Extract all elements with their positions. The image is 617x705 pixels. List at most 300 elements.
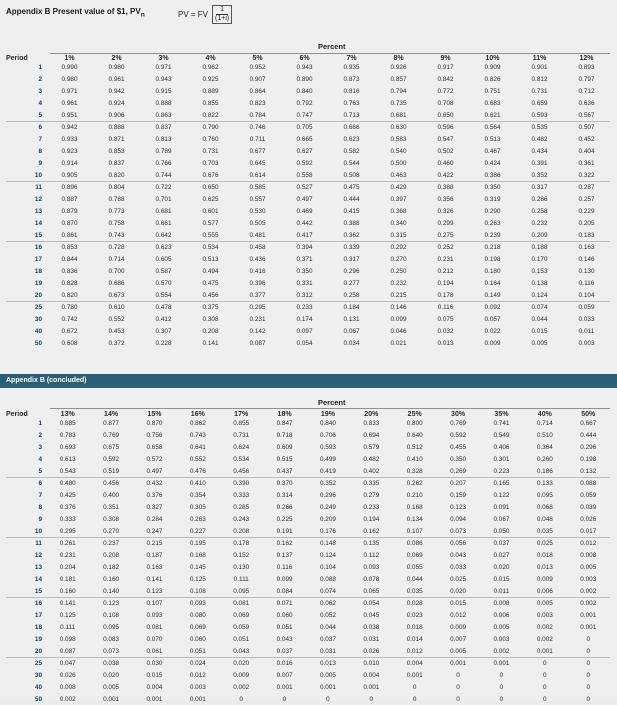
- factor-cell: 0.239: [484, 231, 501, 239]
- factor-cell: 0.896: [46, 181, 93, 193]
- factor-cell: 0.394: [281, 241, 328, 253]
- factor-cell: 0.317: [516, 181, 563, 193]
- factor-cell: 0.552: [189, 455, 206, 463]
- factor-cell: 0.168: [189, 552, 206, 560]
- factor-cell: 0.231: [249, 316, 266, 324]
- table-row: [6, 289, 610, 301]
- factor-cell: 0.601: [202, 207, 219, 215]
- factor-cell: 0.231: [437, 256, 454, 264]
- factor-cell: 0.508: [343, 171, 360, 179]
- factor-cell: 0.700: [108, 267, 125, 275]
- factor-cell: 0.322: [578, 171, 595, 179]
- period-cell: 15: [34, 231, 42, 239]
- factor-cell: 0.864: [249, 87, 266, 95]
- factor-cell: 0.460: [437, 159, 454, 167]
- factor-cell: 0.002: [580, 587, 597, 595]
- factor-cell: 0.001: [580, 623, 597, 631]
- factor-cell: 0.756: [146, 432, 163, 440]
- factor-cell: 0.205: [578, 219, 595, 227]
- factor-cell: 0.044: [406, 575, 423, 583]
- factor-cell: 0.743: [108, 231, 125, 239]
- table-row: [6, 194, 610, 206]
- formula-numerator: 1: [216, 6, 228, 15]
- factor-cell: 0: [543, 672, 547, 680]
- factor-cell: 0.463: [390, 171, 407, 179]
- factor-cell: 0.826: [484, 76, 501, 84]
- factor-cell: 0.497: [146, 467, 163, 475]
- factor-cell: 0.437: [276, 467, 293, 475]
- factor-cell: 0.208: [202, 327, 219, 335]
- factor-cell: 0.069: [406, 552, 423, 560]
- factor-cell: 0.160: [59, 587, 76, 595]
- factor-cell: 0.002: [536, 635, 553, 643]
- factor-cell: 0.585: [234, 181, 281, 193]
- factor-cell: 0.111: [60, 623, 76, 631]
- factor-cell: 0.111: [233, 575, 249, 583]
- period-cell: 11: [6, 181, 46, 193]
- factor-cell: 0.500: [390, 159, 407, 167]
- factor-cell: 0.270: [390, 256, 407, 264]
- factor-cell: 0.149: [484, 291, 501, 299]
- period-cell: 17: [34, 612, 42, 620]
- factor-cell: 0.187: [146, 552, 163, 560]
- table-row: [6, 562, 610, 574]
- factor-cell: 0.535: [516, 121, 563, 133]
- factor-cell: 0.008: [480, 597, 523, 609]
- factor-cell: 0.434: [531, 147, 548, 155]
- factor-cell: 0.582: [343, 147, 360, 155]
- percent-heading-2: Percent: [318, 398, 346, 407]
- factor-cell: 0.001: [363, 683, 380, 691]
- factor-cell: 0.642: [155, 231, 172, 239]
- factor-cell: 0.176: [319, 527, 336, 535]
- factor-cell: 0.069: [189, 623, 206, 631]
- factor-cell: 0.513: [202, 256, 219, 264]
- factor-cell: 0.481: [249, 231, 266, 239]
- factor-cell: 0.135: [350, 537, 393, 549]
- factor-cell: 0.002: [536, 623, 553, 631]
- rate-column-header: 5%: [252, 55, 263, 62]
- factor-cell: 0.923: [61, 147, 78, 155]
- factor-cell: 0.587: [155, 267, 172, 275]
- factor-cell: 0.708: [437, 99, 454, 107]
- rate-column-header: 15%: [147, 411, 162, 418]
- factor-cell: 0.609: [276, 443, 293, 451]
- factor-cell: 0.331: [296, 279, 313, 287]
- factor-cell: 0.650: [187, 181, 234, 193]
- factor-cell: 0.054: [296, 339, 313, 347]
- factor-cell: 0.621: [484, 111, 501, 119]
- factor-cell: 0.087: [249, 339, 266, 347]
- factor-cell: 0.534: [187, 241, 234, 253]
- factor-cell: 0.319: [484, 196, 501, 204]
- table-row: [6, 693, 610, 705]
- factor-cell: 0.005: [493, 623, 510, 631]
- factor-cell: 0.006: [493, 612, 510, 620]
- factor-cell: 0.742: [61, 316, 78, 324]
- factor-cell: 0.051: [233, 635, 250, 643]
- factor-cell: 0.567: [578, 111, 595, 119]
- factor-cell: 0.475: [202, 279, 219, 287]
- factor-cell: 0.731: [531, 87, 548, 95]
- factor-cell: 0.004: [393, 657, 436, 669]
- factor-cell: 0.596: [422, 121, 469, 133]
- factor-cell: 0.305: [189, 503, 206, 511]
- factor-cell: 0.038: [363, 623, 380, 631]
- factor-cell: 0.627: [296, 147, 313, 155]
- factor-cell: 0.233: [363, 503, 380, 511]
- factor-cell: 0.877: [103, 420, 120, 428]
- factor-cell: 0.198: [484, 256, 501, 264]
- factor-cell: 0.038: [89, 657, 132, 669]
- factor-cell: 0.270: [103, 527, 120, 535]
- period-cell: 4: [38, 455, 42, 463]
- period-cell: 30: [34, 316, 42, 324]
- factor-cell: 0.057: [484, 316, 501, 324]
- factor-cell: 0.840: [319, 420, 336, 428]
- table-row: [6, 181, 610, 193]
- factor-cell: 0.295: [234, 301, 281, 313]
- period-cell: 2: [38, 76, 42, 84]
- factor-cell: 0.400: [103, 492, 120, 500]
- factor-cell: 0.914: [61, 159, 78, 167]
- table-1-header-row: [6, 55, 610, 62]
- factor-cell: 0.091: [493, 503, 510, 511]
- factor-cell: 0.935: [343, 64, 360, 72]
- factor-cell: 0.376: [59, 503, 76, 511]
- factor-cell: 0.296: [319, 492, 336, 500]
- rate-column-header: 40%: [537, 411, 552, 418]
- factor-cell: 0.505: [249, 219, 266, 227]
- factor-cell: 0.613: [59, 455, 76, 463]
- factor-cell: 0.039: [580, 503, 597, 511]
- factor-cell: 0.592: [103, 455, 120, 463]
- factor-cell: 0.001: [536, 647, 553, 655]
- factor-cell: 0.048: [536, 515, 553, 523]
- period-header: Period: [6, 411, 28, 418]
- factor-cell: 0.025: [523, 537, 566, 549]
- factor-cell: 0.180: [484, 267, 501, 275]
- factor-cell: 0.951: [61, 111, 78, 119]
- factor-cell: 0.396: [249, 279, 266, 287]
- factor-cell: 0.174: [296, 316, 313, 324]
- factor-cell: 0.026: [59, 672, 76, 680]
- period-cell: 50: [34, 695, 42, 703]
- factor-cell: 0.555: [202, 231, 219, 239]
- factor-cell: 0.924: [108, 99, 125, 107]
- factor-cell: 0.018: [536, 552, 553, 560]
- factor-cell: 0.328: [406, 467, 423, 475]
- table-row: [6, 453, 610, 465]
- rate-column-header: 9%: [440, 55, 451, 62]
- factor-cell: 0: [499, 695, 504, 703]
- factor-cell: 0.333: [59, 515, 76, 523]
- factor-cell: 0.623: [140, 241, 187, 253]
- factor-cell: 0.024: [176, 657, 219, 669]
- period-header: Period: [6, 55, 28, 62]
- factor-cell: 0.037: [319, 635, 336, 643]
- factor-cell: 0.260: [536, 455, 553, 463]
- factor-cell: 0.352: [306, 477, 349, 489]
- table-row: [6, 146, 610, 158]
- factor-cell: 0.092: [469, 301, 516, 313]
- factor-cell: 0.788: [108, 196, 125, 204]
- factor-cell: 0.943: [296, 64, 313, 72]
- factor-cell: 0.209: [531, 231, 548, 239]
- period-cell: 20: [34, 291, 42, 299]
- factor-cell: 0.012: [567, 537, 611, 549]
- rate-column-header: 8%: [393, 55, 404, 62]
- factor-cell: 0.208: [103, 552, 120, 560]
- factor-cell: 0.081: [220, 597, 263, 609]
- factor-cell: 0.056: [436, 537, 479, 549]
- factor-cell: 0.475: [328, 181, 375, 193]
- factor-cell: 0.820: [108, 171, 125, 179]
- factor-cell: 0.746: [234, 121, 281, 133]
- factor-cell: 0.067: [343, 327, 360, 335]
- factor-cell: 0.138: [531, 279, 548, 287]
- factor-cell: 0.005: [580, 563, 597, 571]
- factor-cell: 0.070: [146, 635, 163, 643]
- period-cell: 11: [6, 537, 46, 549]
- factor-cell: 0.728: [93, 241, 140, 253]
- factor-cell: 0.146: [375, 301, 422, 313]
- factor-cell: 0: [412, 695, 417, 703]
- period-cell: 12: [34, 196, 42, 204]
- table-row: [6, 585, 610, 597]
- factor-cell: 0.773: [108, 207, 125, 215]
- table-row: [6, 97, 610, 109]
- factor-cell: 0.162: [263, 537, 306, 549]
- factor-cell: 0.125: [59, 612, 76, 620]
- table-row: [6, 610, 610, 622]
- factor-cell: 0.012: [189, 672, 206, 680]
- factor-cell: 0.855: [233, 420, 250, 428]
- factor-cell: 0.789: [155, 147, 172, 155]
- factor-cell: 0.137: [276, 552, 293, 560]
- factor-cell: 0.350: [469, 181, 516, 193]
- factor-cell: 0.889: [202, 87, 219, 95]
- factor-cell: 0.326: [437, 207, 454, 215]
- factor-cell: 0.258: [343, 291, 360, 299]
- factor-cell: 0.661: [155, 219, 172, 227]
- factor-cell: 0.031: [363, 635, 380, 643]
- factor-cell: 0.712: [578, 87, 595, 95]
- rate-column-header: 20%: [364, 411, 379, 418]
- factor-cell: 0.862: [189, 420, 206, 428]
- factor-cell: 0: [586, 672, 591, 680]
- period-cell: 15: [34, 587, 42, 595]
- table-row: [6, 465, 610, 477]
- factor-cell: 0.352: [531, 171, 548, 179]
- factor-cell: 0.034: [343, 339, 360, 347]
- factor-cell: 0.208: [233, 527, 250, 535]
- table-row: [6, 573, 610, 585]
- factor-cell: 0.104: [578, 291, 595, 299]
- factor-cell: 0.010: [350, 657, 393, 669]
- factor-cell: 0.572: [146, 455, 163, 463]
- period-cell: 10: [34, 171, 42, 179]
- factor-cell: 0.397: [390, 196, 407, 204]
- appendix-title-text: Appendix B Present value of $1, PV: [6, 7, 141, 16]
- factor-cell: 0.001: [276, 683, 293, 691]
- table-row: [6, 74, 610, 86]
- factor-cell: 0.512: [406, 443, 423, 451]
- period-cell: 16: [6, 241, 46, 253]
- factor-cell: 0.122: [493, 492, 510, 500]
- factor-cell: 0.312: [296, 291, 313, 299]
- factor-cell: 0.162: [363, 527, 380, 535]
- factor-cell: 0.315: [390, 231, 407, 239]
- table-row: [6, 513, 610, 525]
- factor-cell: 0.020: [450, 587, 467, 595]
- period-cell: 5: [38, 467, 42, 475]
- factor-cell: 0.557: [249, 196, 266, 204]
- factor-cell: 0.287: [563, 181, 610, 193]
- factor-cell: 0.279: [363, 492, 380, 500]
- factor-cell: 0.080: [189, 612, 206, 620]
- factor-cell: 0.665: [296, 136, 313, 144]
- factor-cell: 0.888: [93, 121, 140, 133]
- table-row: [6, 633, 610, 645]
- factor-cell: 0.252: [422, 241, 469, 253]
- factor-cell: 0.813: [155, 136, 172, 144]
- formula-left: PV = FV: [178, 10, 209, 19]
- factor-cell: 0.432: [133, 477, 176, 489]
- factor-cell: 0.003: [580, 575, 597, 583]
- period-cell: 1: [38, 420, 42, 428]
- table-row: [6, 217, 610, 229]
- factor-cell: 0.478: [140, 301, 187, 313]
- factor-cell: 0.009: [233, 672, 250, 680]
- factor-cell: 0.168: [406, 503, 423, 511]
- factor-cell: 0.351: [103, 503, 120, 511]
- period-cell: 7: [38, 136, 42, 144]
- period-cell: 13: [34, 563, 42, 571]
- factor-cell: 0.388: [343, 219, 360, 227]
- factor-cell: 0.552: [108, 316, 125, 324]
- factor-cell: 0: [523, 657, 566, 669]
- table-row: [6, 337, 610, 349]
- factor-cell: 0.890: [296, 76, 313, 84]
- table-row: [6, 418, 610, 430]
- factor-cell: 0.165: [480, 477, 523, 489]
- factor-cell: 0.001: [406, 672, 423, 680]
- factor-cell: 0.007: [276, 672, 293, 680]
- period-cell: 14: [34, 219, 42, 227]
- present-value-table-2: [6, 411, 612, 705]
- factor-cell: 0.444: [343, 196, 360, 204]
- table-row: [6, 254, 610, 266]
- factor-cell: 0.515: [276, 455, 293, 463]
- factor-cell: 0.961: [108, 76, 125, 84]
- factor-cell: 0: [369, 695, 374, 703]
- factor-cell: 0.004: [146, 683, 163, 691]
- factor-cell: 0.032: [437, 327, 454, 335]
- factor-cell: 0.043: [233, 647, 250, 655]
- factor-cell: 0.339: [328, 241, 375, 253]
- factor-cell: 0.681: [155, 207, 172, 215]
- factor-cell: 0.879: [61, 207, 78, 215]
- factor-cell: 0.480: [46, 477, 89, 489]
- factor-cell: 0.123: [89, 597, 132, 609]
- factor-cell: 0.547: [437, 136, 454, 144]
- factor-cell: 0.847: [276, 420, 293, 428]
- rate-column-header: 11%: [532, 55, 547, 62]
- factor-cell: 0.469: [296, 207, 313, 215]
- factor-cell: 0.482: [531, 136, 548, 144]
- rate-column-header: 19%: [320, 411, 335, 418]
- table-row: [6, 537, 610, 549]
- factor-cell: 0.971: [155, 64, 172, 72]
- factor-cell: 0.098: [59, 635, 76, 643]
- factor-cell: 0.873: [343, 76, 360, 84]
- factor-cell: 0.636: [578, 99, 595, 107]
- factor-cell: 0: [499, 683, 504, 691]
- table-row: [6, 206, 610, 218]
- factor-cell: 0.195: [176, 537, 219, 549]
- factor-cell: 0.037: [276, 647, 293, 655]
- factor-cell: 0.833: [363, 420, 380, 428]
- factor-cell: 0.285: [233, 503, 250, 511]
- factor-cell: 0.016: [263, 657, 306, 669]
- factor-cell: 0.391: [531, 159, 548, 167]
- factor-cell: 0.284: [146, 515, 163, 523]
- factor-cell: 0.107: [133, 597, 176, 609]
- factor-cell: 0.364: [536, 443, 553, 451]
- factor-cell: 0.314: [276, 492, 293, 500]
- factor-cell: 0.051: [276, 623, 293, 631]
- factor-cell: 0.608: [61, 339, 78, 347]
- factor-cell: 0.020: [103, 672, 120, 680]
- table-row: [6, 229, 610, 241]
- rate-column-header: 35%: [494, 411, 509, 418]
- factor-cell: 0.033: [450, 563, 467, 571]
- factor-cell: 0.074: [319, 587, 336, 595]
- factor-cell: 0.705: [281, 121, 328, 133]
- factor-cell: 0.667: [580, 420, 597, 428]
- factor-cell: 0.711: [249, 136, 266, 144]
- factor-cell: 0.673: [108, 291, 125, 299]
- table-row: [6, 622, 610, 634]
- factor-cell: 0.714: [108, 256, 125, 264]
- factor-cell: 0.060: [189, 635, 206, 643]
- factor-cell: 0.554: [155, 291, 172, 299]
- rate-column-header: 12%: [579, 55, 594, 62]
- factor-cell: 0.031: [319, 647, 336, 655]
- factor-cell: 0.249: [319, 503, 336, 511]
- factor-cell: 0: [543, 695, 547, 703]
- factor-cell: 0.747: [296, 111, 313, 119]
- factor-cell: 0.905: [61, 171, 78, 179]
- factor-cell: 0.163: [146, 563, 163, 571]
- factor-cell: 0.159: [450, 492, 467, 500]
- factor-cell: 0.783: [59, 432, 76, 440]
- factor-cell: 0.188: [516, 241, 563, 253]
- factor-cell: 0.073: [103, 647, 120, 655]
- table-row: [6, 266, 610, 278]
- period-cell: 2: [38, 432, 42, 440]
- factor-cell: 0.772: [437, 87, 454, 95]
- table-1: [6, 55, 610, 349]
- factor-cell: 0.424: [484, 159, 501, 167]
- factor-cell: 0.009: [484, 339, 501, 347]
- factor-cell: 0.540: [390, 147, 407, 155]
- factor-cell: 0.507: [563, 121, 610, 133]
- period-cell: 25: [6, 657, 46, 669]
- factor-cell: 0.013: [306, 657, 349, 669]
- factor-cell: 0.296: [580, 443, 597, 451]
